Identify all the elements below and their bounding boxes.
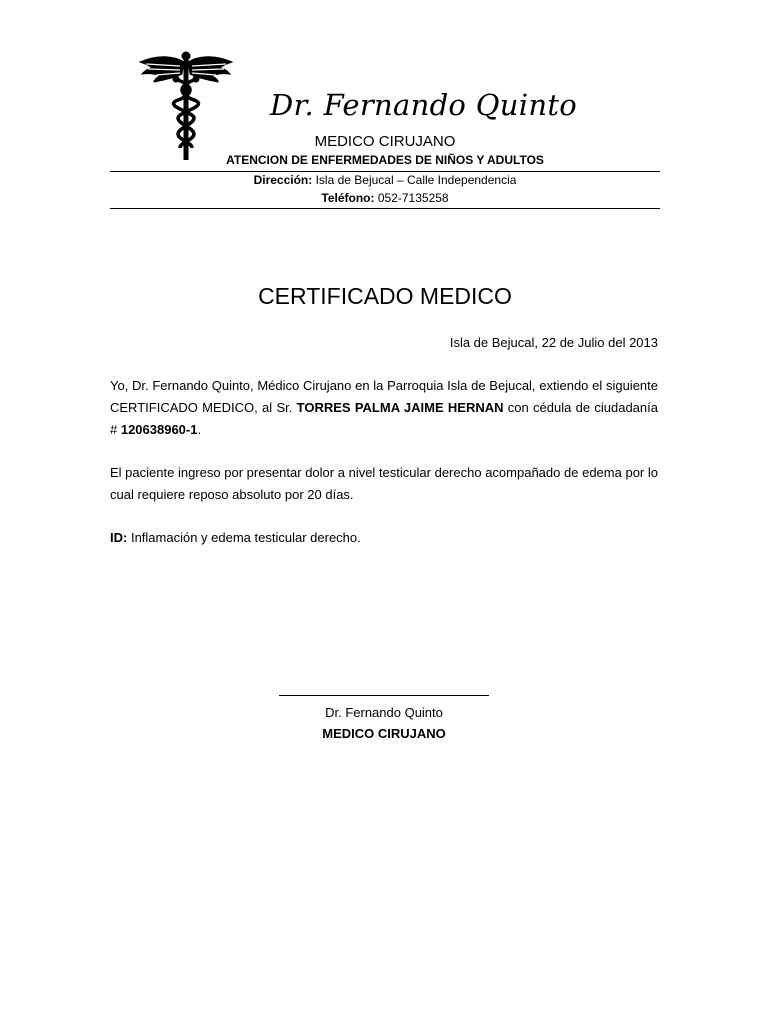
signature-name: Dr. Fernando Quinto <box>325 705 443 720</box>
phone-label: Teléfono: <box>321 191 375 205</box>
doctor-name: Dr. Fernando Quinto <box>270 88 578 122</box>
patient-id-number: 120638960-1 <box>120 422 198 437</box>
paragraph-text-c: . <box>197 422 202 437</box>
document-title: CERTIFICADO MEDICO <box>258 283 512 309</box>
signature-title: MEDICO CIRUJANO <box>322 726 446 741</box>
tagline: ATENCION DE ENFERMEDADES DE NIÑOS Y ADULTOS <box>226 153 544 167</box>
paragraph-text-b: con cédula de ciudadanía # <box>110 400 658 437</box>
phone <box>110 191 660 205</box>
diagnosis-paragraph <box>110 527 658 549</box>
specialty: MEDICO CIRUJANO <box>314 133 456 150</box>
address <box>110 173 660 187</box>
address-value: Isla de Bejucal – Calle Independencia <box>312 173 517 187</box>
address-label: Dirección: <box>253 173 313 187</box>
diagnosis-value: Inflamación y edema testicular derecho. <box>127 530 361 545</box>
place-date: Isla de Bejucal, 22 de Julio del 2013 <box>449 335 658 350</box>
certificate-paragraph <box>110 375 658 441</box>
signature-line <box>279 695 489 696</box>
paragraph-text-a: Yo, Dr. Fernando Quinto, Médico Cirujano en la Parroquia Isla de Bejucal, extiendo el siguiente CERTIFICADO MEDICO, al Sr. <box>110 378 658 415</box>
symptoms-paragraph: El paciente ingreso por presentar dolor a nivel testicular derecho acompañado de edema por lo cual requiere reposo absoluto por 20 días. <box>110 465 658 502</box>
patient-name: TORRES PALMA JAIME HERNAN <box>296 400 504 415</box>
header-divider-top <box>110 171 660 172</box>
phone-value: 052-7135258 <box>374 191 449 205</box>
diagnosis-label: ID: <box>110 530 128 545</box>
header-divider-bottom <box>110 208 660 209</box>
